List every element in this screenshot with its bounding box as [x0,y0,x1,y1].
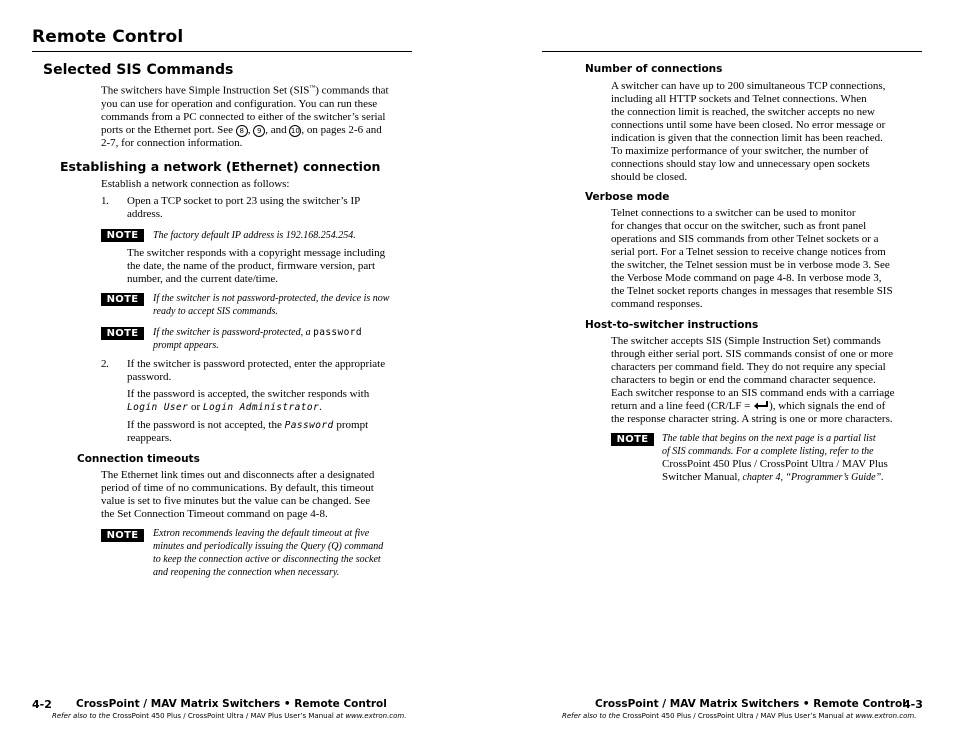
note-badge: NOTE [611,433,654,446]
connections-heading: Number of connections [585,63,723,75]
copyright-response: The switcher responds with a copyright message including the date, the name of the product, firmware version, part number, and the current date/time. [127,247,386,285]
return-arrow-icon [753,400,769,410]
connections-paragraph: A switcher can have up to 200 simultaneous TCP connections, including all HTTP sockets and Telnet connections. When the connection limit is reached, the switcher accepts no new connections until some have been closed. No error message or indication is given that the connection limit has been reached. To maximize performance of your switcher, the number of connections should stay low and unnecessary open sockets should be closed. [611,80,886,183]
ethernet-heading: Establishing a network (Ethernet) connection [60,159,381,174]
note-badge: NOTE [101,529,144,542]
timeouts-paragraph: The Ethernet link times out and disconnects after a designated period of time of no communications. By default, this timeout value is set to five minutes but the value can be changed. See the Set Connection Timeout command on page 4-8. [101,469,375,520]
footer-reference-right: Refer also to the CrossPoint 450 Plus / CrossPoint Ultra / MAV Plus User’s Manual at www.extron.com. [562,712,917,720]
note-password-protected: If the switcher is password-protected, a password prompt appears. [153,327,363,351]
left-header-rule [32,51,412,52]
note-badge: NOTE [101,293,144,306]
callout-10-ref: 10 [290,126,300,135]
page-number-right: 4-3 [903,698,923,711]
section-title: Selected SIS Commands [43,62,234,78]
password-accepted: If the password is accepted, the switcher responds with Login User or Login Administrator. [127,388,370,413]
page-number-left: 4-2 [32,698,52,711]
verbose-heading: Verbose mode [585,191,670,203]
note-partial-list: The table that begins on the next page is a partial list of SIS commands. For a complete listing, refer to the CrossPoint 450 Plus / CrossPoint Ultra / MAV Plus Switcher Manual, chapter 4, “Programmer’s Guide”. [662,433,888,483]
right-header-rule [542,51,922,52]
host-paragraph: The switcher accepts SIS (Simple Instruction Set) commands through either serial port. SIS commands consist of one or more characters per command field. They do not require any special characters to begin or end the command character sequence. Each switcher response to an SIS command ends with a carriage return and a line feed (CR/LF = ), which signals the end of the response character string. A string is one or more characters. [611,335,895,425]
callout-8-ref: 8 [236,125,248,137]
footer-title-right: CrossPoint / MAV Matrix Switchers • Remote Control [595,698,906,710]
callout-9-ref: 9 [253,125,265,137]
note-badge: NOTE [101,229,144,242]
note-badge: NOTE [101,327,144,340]
note-default-ip: The factory default IP address is 192.168.254.254. [153,230,356,241]
note-not-password-protected: If the switcher is not password-protected, the device is now ready to accept SIS commands. [153,293,390,317]
timeouts-heading: Connection timeouts [77,453,200,465]
step-1: 1 . Open a TCP socket to port 23 using the switcher’s IP address. [101,195,361,220]
password-rejected: If the password is not accepted, the Password prompt reappears. [127,419,369,444]
note-timeout: Extron recommends leaving the default timeout at five minutes and periodically issuing the Query (Q) command to keep the connection active or disconnecting the socket and reopening the connection when necessary. [153,528,384,578]
host-heading: Host-to-switcher instructions [585,319,759,331]
footer-title-left: CrossPoint / MAV Matrix Switchers • Remote Control [76,698,387,710]
intro-paragraph: The switchers have Simple Instruction Set (SIS™) commands that you can use for operation and configuration. You can run these commands from a PC connected to either of the switcher’s serial ports or the Ethernet port. See 8 , 9 , and 10 , on pages 2-6 and 2-7, for connection information. [101,84,389,149]
ethernet-intro: Establish a network connection as follows: [101,178,290,190]
footer-reference-left: Refer also to the CrossPoint 450 Plus / CrossPoint Ultra / MAV Plus User’s Manual at www.extron.com. [52,712,407,720]
verbose-paragraph: Telnet connections to a switcher can be used to monitor for changes that occur on the switcher, such as front panel operations and SIS commands from other Telnet sockets or a serial port. For a Telnet session to receive change notices from the switcher, the Telnet session must be in verbose mode 3. See the Verbose Mode command on page 4-8. In verbose mode 3, the Telnet socket reports changes in messages that resemble SIS command responses. [611,207,893,310]
chapter-title: Remote Control [32,27,184,47]
step-2: 2 . If the switcher is password protected, enter the appropriate password. [101,358,386,383]
